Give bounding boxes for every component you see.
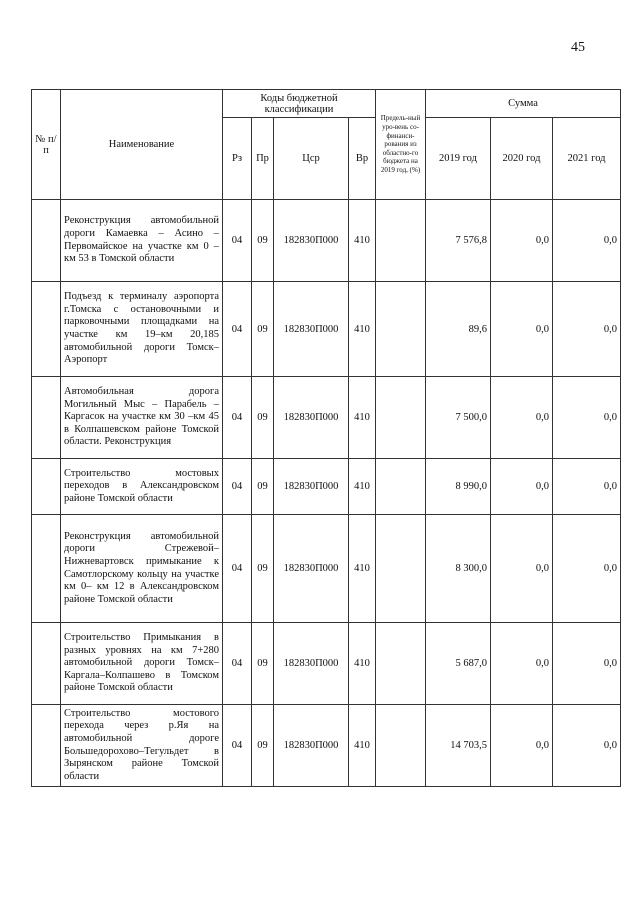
- header-pr: Пр: [252, 118, 274, 200]
- cell-2019: 14 703,5: [426, 705, 491, 787]
- cell-number: [32, 459, 61, 515]
- header-number: № п/п: [32, 90, 61, 200]
- cell-rz: 04: [223, 377, 252, 459]
- cell-number: [32, 377, 61, 459]
- cell-name: Строительство мостовых переходов в Александровском районе Томской области: [61, 459, 223, 515]
- cell-2020: 0,0: [491, 377, 553, 459]
- cell-limit: [376, 515, 426, 623]
- header-2019: 2019 год: [426, 118, 491, 200]
- header-2021: 2021 год: [553, 118, 621, 200]
- cell-pr: 09: [252, 377, 274, 459]
- header-budget-codes: Коды бюджетной классификации: [223, 90, 376, 118]
- table-row: [32, 623, 621, 705]
- cell-csr: 182830П000: [274, 705, 349, 787]
- cell-limit: [376, 459, 426, 515]
- cell-2021: 0,0: [553, 200, 621, 282]
- cell-name: Реконструкция автомобильной дороги Стрежевой–Нижневартовск примыкание к Самотлорскому кольцу на участке км 0– км 12 в Александровском районе Томской области: [61, 515, 223, 623]
- cell-csr: 182830П000: [274, 377, 349, 459]
- table-row: [32, 200, 621, 282]
- cell-csr: 182830П000: [274, 282, 349, 377]
- header-cofinancing-limit: Предель-ный уро-вень со-финанси-рования из областно-го бюджета на 2019 год, (%): [376, 90, 426, 200]
- cell-number: [32, 623, 61, 705]
- cell-number: [32, 515, 61, 623]
- cell-limit: [376, 623, 426, 705]
- cell-vr: 410: [349, 515, 376, 623]
- header-csr: Цср: [274, 118, 349, 200]
- cell-pr: 09: [252, 623, 274, 705]
- cell-2020: 0,0: [491, 705, 553, 787]
- table-row: [32, 282, 621, 377]
- cell-2021: 0,0: [553, 459, 621, 515]
- cell-limit: [376, 705, 426, 787]
- header-name: Наименование: [61, 90, 223, 200]
- cell-csr: 182830П000: [274, 623, 349, 705]
- cell-csr: 182830П000: [274, 459, 349, 515]
- cell-vr: 410: [349, 705, 376, 787]
- cell-2020: 0,0: [491, 623, 553, 705]
- page-number: 45: [571, 40, 585, 55]
- cell-number: [32, 705, 61, 787]
- header-row-top: [32, 90, 621, 118]
- cell-vr: 410: [349, 200, 376, 282]
- cell-vr: 410: [349, 282, 376, 377]
- table-row: [32, 705, 621, 787]
- cell-2020: 0,0: [491, 282, 553, 377]
- header-vr: Вр: [349, 118, 376, 200]
- cell-2019: 8 300,0: [426, 515, 491, 623]
- budget-table: [31, 89, 621, 787]
- cell-2021: 0,0: [553, 705, 621, 787]
- cell-rz: 04: [223, 705, 252, 787]
- header-sum: Сумма: [426, 90, 621, 118]
- header-rz: Рз: [223, 118, 252, 200]
- cell-2021: 0,0: [553, 282, 621, 377]
- cell-number: [32, 200, 61, 282]
- cell-2020: 0,0: [491, 200, 553, 282]
- cell-vr: 410: [349, 459, 376, 515]
- cell-2020: 0,0: [491, 515, 553, 623]
- cell-pr: 09: [252, 200, 274, 282]
- cell-pr: 09: [252, 282, 274, 377]
- cell-2019: 8 990,0: [426, 459, 491, 515]
- cell-name: Автомобильная дорога Могильный Мыс – Парабель – Каргасок на участке км 30 –км 45 в Колпашевском районе Томской области. Реконструкция: [61, 377, 223, 459]
- cell-name: Реконструкция автомобильной дороги Камаевка – Асино – Первомайское на участке км 0 – км 53 в Томской области: [61, 200, 223, 282]
- cell-rz: 04: [223, 623, 252, 705]
- cell-pr: 09: [252, 515, 274, 623]
- cell-name: Строительство Примыкания в разных уровнях на км 7+280 автомобильной дороги Томск–Каргала–Колпашево в Томском районе Томской области: [61, 623, 223, 705]
- cell-number: [32, 282, 61, 377]
- cell-2019: 5 687,0: [426, 623, 491, 705]
- cell-2021: 0,0: [553, 623, 621, 705]
- cell-vr: 410: [349, 623, 376, 705]
- table-row: [32, 377, 621, 459]
- cell-rz: 04: [223, 282, 252, 377]
- header-2020: 2020 год: [491, 118, 553, 200]
- cell-limit: [376, 377, 426, 459]
- cell-csr: 182830П000: [274, 515, 349, 623]
- cell-name: Строительство мостового перехода через р.Яя на автомобильной дороге Большедорохово–Тегульдет в Зырянском районе Томской области: [61, 705, 223, 787]
- cell-rz: 04: [223, 459, 252, 515]
- cell-pr: 09: [252, 705, 274, 787]
- cell-vr: 410: [349, 377, 376, 459]
- cell-2019: 89,6: [426, 282, 491, 377]
- cell-2019: 7 576,8: [426, 200, 491, 282]
- cell-2020: 0,0: [491, 459, 553, 515]
- cell-limit: [376, 282, 426, 377]
- cell-pr: 09: [252, 459, 274, 515]
- cell-rz: 04: [223, 200, 252, 282]
- table-row: [32, 515, 621, 623]
- cell-2019: 7 500,0: [426, 377, 491, 459]
- cell-limit: [376, 200, 426, 282]
- cell-2021: 0,0: [553, 377, 621, 459]
- cell-name: Подъезд к терминалу аэропорта г.Томска с остановочными и парковочными площадками на участке км 19–км 20,185 автомобильной дороги Томск–Аэропорт: [61, 282, 223, 377]
- cell-rz: 04: [223, 515, 252, 623]
- cell-csr: 182830П000: [274, 200, 349, 282]
- table-row: [32, 459, 621, 515]
- cell-2021: 0,0: [553, 515, 621, 623]
